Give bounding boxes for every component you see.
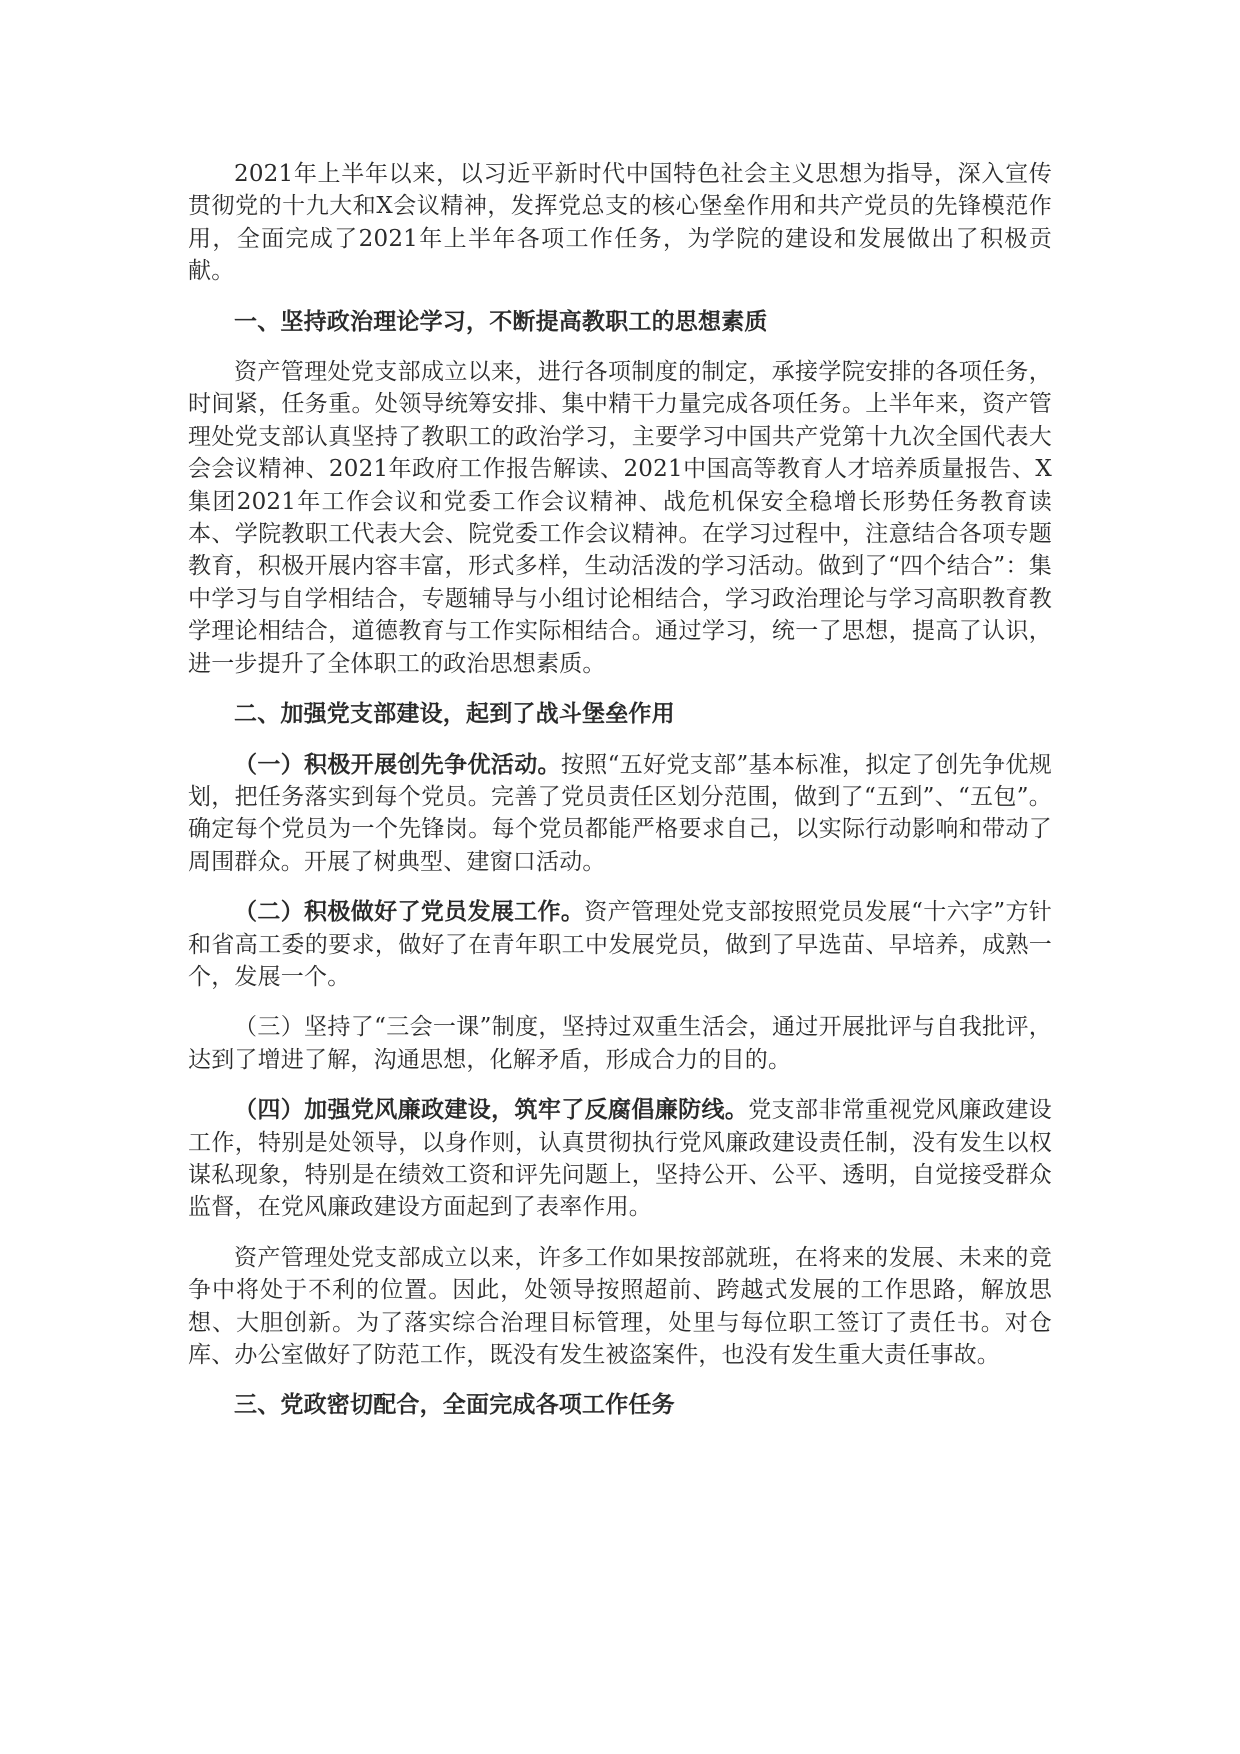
section-1-paragraph: 资产管理处党支部成立以来，进行各项制度的制定，承接学院安排的各项任务，时间紧，任务重。处领导统筹安排、集中精干力量完成各项任务。上半年来，资产管理处党支部认真坚持了教职工的政治学习，主要学习中国共产党第十九次全国代表大会会议精神、2021年政府工作报告解读、2021中国高等教育人才培养质量报告、X集团2021年工作会议和党委工作会议精神、战危机保安全稳增长形势任务教育读本、学院教职工代表大会、院党委工作会议精神。在学习过程中，注意结合各项专题教育，积极开展内容丰富，形式多样，生动活泼的学习活动。做到了“四个结合”：集中学习与自学相结合，专题辅导与小组讨论相结合，学习政治理论与学习高职教育教学理论相结合，道德教育与工作实际相结合。通过学习，统一了思想，提高了认识，进一步提升了全体职工的政治思想素质。 [188,359,1052,677]
section-2-heading: 二、加强党支部建设，起到了战斗堡垒作用 [234,700,675,728]
section-1-heading: 一、坚持政治理论学习，不断提高教职工的思想素质 [234,307,768,335]
section-3-heading: 三、党政密切配合，全面完成各项工作任务 [234,1391,675,1419]
item-2-lead: （二）积极做好了党员发展工作。 [234,898,585,926]
section-2-item-1 [188,749,1052,879]
item-1-lead: （一）积极开展创先争优活动。 [234,750,561,778]
section-2-closing-paragraph: 资产管理处党支部成立以来，许多工作如果按部就班，在将来的发展、未来的竞争中将处于不利的位置。因此，处领导按照超前、跨越式发展的工作思路，解放思想、大胆创新。为了落实综合治理目标管理，处里与每位职工签订了责任书。对仓库、办公室做好了防范工作，既没有发生被盗案件，也没有发生重大责任事故。 [188,1244,1052,1368]
section-2-item-4 [188,1094,1052,1224]
item-2-body: 资产管理处党支部按照党员发展“十六字”方针和省高工委的要求，做好了在青年职工中发展党员，做到了早选苗、早培养，成熟一个，发展一个。 [188,899,1053,990]
document-body [188,158,1052,1440]
section-2-item-3: （三）坚持了“三会一课”制度，坚持过双重生活会，通过开展批评与自我批评，达到了增进了解，沟通思想，化解矛盾，形成合力的目的。 [188,1014,1052,1073]
intro-paragraph: 2021年上半年以来，以习近平新时代中国特色社会主义思想为指导，深入宣传贯彻党的十九大和X会议精神，发挥党总支的核心堡垒作用和共产党员的先锋模范作用，全面完成了2021年上半年各项工作任务，为学院的建设和发展做出了积极贡献。 [188,161,1052,285]
item-4-lead: （四）加强党风廉政建设，筑牢了反腐倡廉防线。 [234,1096,749,1124]
section-2-item-2 [188,896,1052,993]
item-1-body: 按照“五好党支部”基本标准，拟定了创先争优规划，把任务落实到每个党员。完善了党员责任区划分范围，做到了“五到”、“五包”。确定每个党员为一个先锋岗。每个党员都能严格要求自己，以实际行动影响和带动了周围群众。开展了树典型、建窗口活动。 [188,751,1052,875]
item-4-body: 党支部非常重视党风廉政建设工作，特别是处领导，以身作则，认真贯彻执行党风廉政建设责任制，没有发生以权谋私现象，特别是在绩效工资和评先问题上，坚持公开、公平、透明，自觉接受群众监督，在党风廉政建设方面起到了表率作用。 [188,1097,1052,1221]
